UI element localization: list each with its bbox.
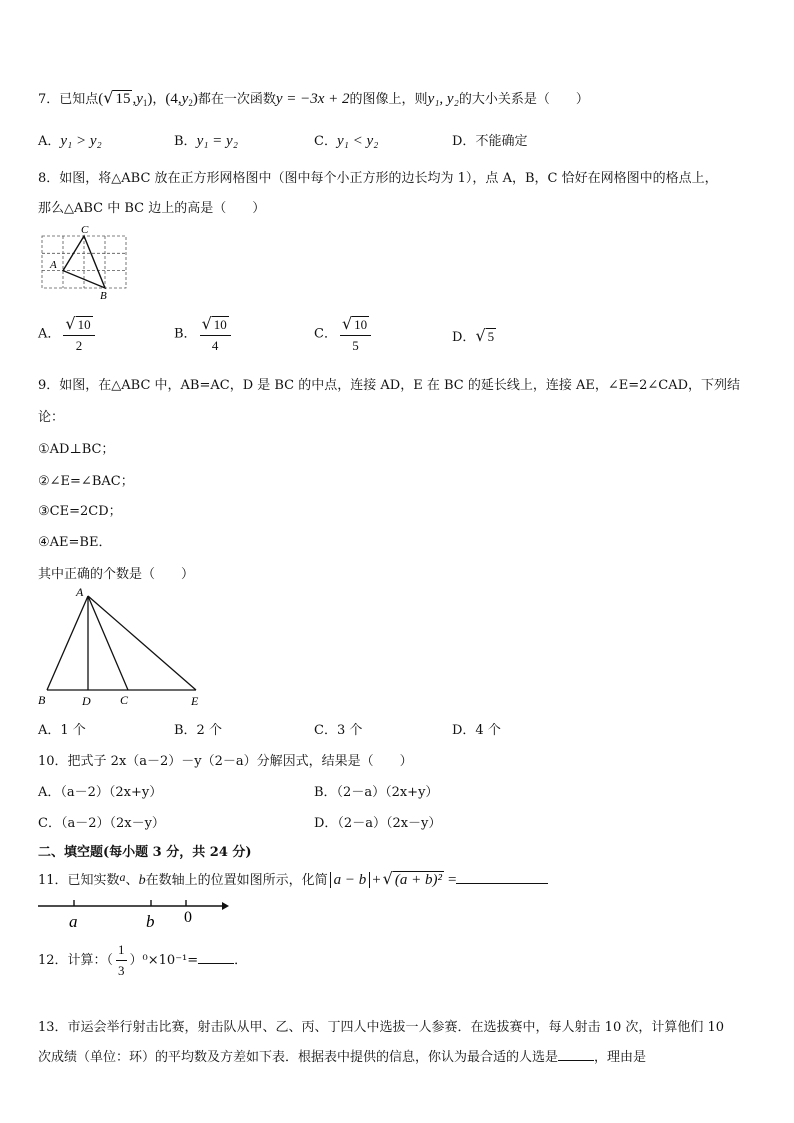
q7-option-b[interactable]: B．y₁ = y₂	[174, 133, 238, 149]
q8-sqrt5: √ 5	[475, 326, 495, 345]
q9-segment-ac	[88, 596, 128, 690]
q9-label-b: B	[38, 693, 46, 707]
q11-axis-label-b: b	[146, 912, 155, 931]
q9-label-c: C	[120, 693, 129, 707]
q9-statement-2: ②∠E=∠BAC；	[38, 474, 134, 489]
q9-stem-line2: 论：	[38, 410, 65, 425]
q7-stem: 7．已知点(√ 15 $,y_1$)，$(4,y_2)$都在一次函数y = −3x + 2的图像上，则y₁, y₂的大小关系是（ ）	[38, 88, 589, 108]
q10-option-b[interactable]: B．（2－a）（2x+y）	[314, 785, 439, 800]
q9-segment-ae	[88, 596, 196, 690]
q12-answer-blank[interactable]	[198, 951, 234, 964]
q11-axis-label-zero: 0	[184, 909, 192, 926]
q8-fraction-a: $\frac{√ 10}{2}$	[63, 314, 94, 354]
q8-grid-figure	[38, 222, 138, 304]
q9-option-b[interactable]: B．2 个	[174, 723, 222, 738]
q9-statement-4: ④AE=BE．	[38, 535, 112, 550]
q8-fraction-c: $\frac{√ 10}{5}$	[340, 314, 371, 354]
q11-radical: √ (a + b)²	[382, 869, 442, 888]
q7-sqrt15: 15	[115, 91, 131, 107]
section-heading-fill-in: 二、填空题(每小题 3 分，共 24 分)	[38, 845, 252, 860]
q10-stem: 10．把式子 2x（a－2）－y（2－a）分解因式，结果是（ ）	[38, 754, 413, 769]
q12-fraction: $\frac{1}{3}$	[118, 942, 125, 978]
q11-number-line	[36, 893, 232, 933]
q9-option-a[interactable]: A．1 个	[38, 723, 86, 738]
q9-label-a: A	[76, 585, 84, 599]
q10-option-c[interactable]: C．（a－2）（2x－y）	[38, 816, 165, 831]
q8-stem-line1: 8．如图，将△ABC 放在正方形网格图中（图中每个小正方形的边长均为 1），点 A，B，C 恰好在网格图中的格点上，	[38, 171, 718, 186]
q8-option-d[interactable]: D．√ 5	[452, 326, 495, 345]
q9-question: 其中正确的个数是（ ）	[38, 567, 195, 582]
q12-stem: 12．计算：（ $\frac{1}{3}$ ）⁰×10⁻¹= ．	[38, 942, 248, 978]
q8-label-a: A	[50, 259, 57, 271]
q11-stem: 11．已知实数a、b在数轴上的位置如图所示，化简 a − b + √ (a + b)² =	[38, 864, 548, 890]
q9-label-e: E	[191, 694, 199, 708]
q10-option-d[interactable]: D．（2－a）（2x－y）	[314, 816, 442, 831]
q9-segment-ab	[47, 596, 88, 690]
q7-option-d[interactable]: D．不能确定	[452, 134, 528, 149]
q7-point1: (√ 15 $,y_1$)	[98, 88, 153, 108]
q7-function: y = −3x + 2	[275, 91, 350, 107]
q9-statement-3: ③CE=2CD；	[38, 504, 122, 519]
q9-statement-1: ①AD⊥BC；	[38, 442, 115, 457]
q13-stem-line2: 次成绩（单位：环）的平均数及方差如下表．根据表中提供的信息，你认为最合适的人选是 ，理由是	[38, 1050, 647, 1065]
q7-option-a[interactable]: A．y₁ > y₂	[38, 133, 102, 149]
q9-option-d[interactable]: D．4 个	[452, 723, 501, 738]
q10-option-a[interactable]: A．（a－2）（2x+y）	[38, 785, 163, 800]
q9-stem-line1: 9．如图，在△ABC 中，AB=AC，D 是 BC 的中点，连接 AD，E 在 BC 的延长线上，连接 AE，∠E=2∠CAD，下列结	[38, 378, 741, 393]
q9-option-c[interactable]: C．3 个	[314, 723, 363, 738]
q7-vars: y₁, y₂	[427, 91, 459, 107]
q8-fraction-b: $\frac{√ 10}{4}$	[200, 314, 231, 354]
q8-option-c[interactable]: C． $\frac{√ 10}{5}$	[314, 314, 374, 354]
q8-stem-line2: 那么△ABC 中 BC 边上的高是（ ）	[38, 201, 266, 216]
q9-label-d: D	[82, 694, 91, 708]
q9-triangle-figure	[34, 582, 214, 712]
q7-point2: $(4,y_2)$	[165, 91, 198, 108]
q13-stem-line1: 13．市运会举行射击比赛，射击队从甲、乙、丙、丁四人中选拔一人参赛．在选拔赛中，每人射击 10 次，计算他们 10	[38, 1020, 725, 1035]
q11-axis-label-a: a	[69, 912, 78, 931]
q7-number: 7．已知点	[38, 92, 99, 107]
q7-option-c[interactable]: C．y₁ < y₂	[314, 133, 379, 149]
q8-option-a[interactable]: A． $\frac{√ 10}{2}$	[38, 314, 98, 354]
q8-label-c: C	[81, 224, 89, 236]
q11-axis-arrow	[222, 902, 229, 910]
q8-label-b: B	[100, 290, 107, 302]
q8-option-b[interactable]: B． $\frac{√ 10}{4}$	[174, 314, 234, 354]
q11-answer-blank[interactable]	[456, 869, 548, 884]
q11-absolute-value: a − b	[330, 872, 371, 888]
q13-answer-blank[interactable]	[558, 1048, 594, 1061]
